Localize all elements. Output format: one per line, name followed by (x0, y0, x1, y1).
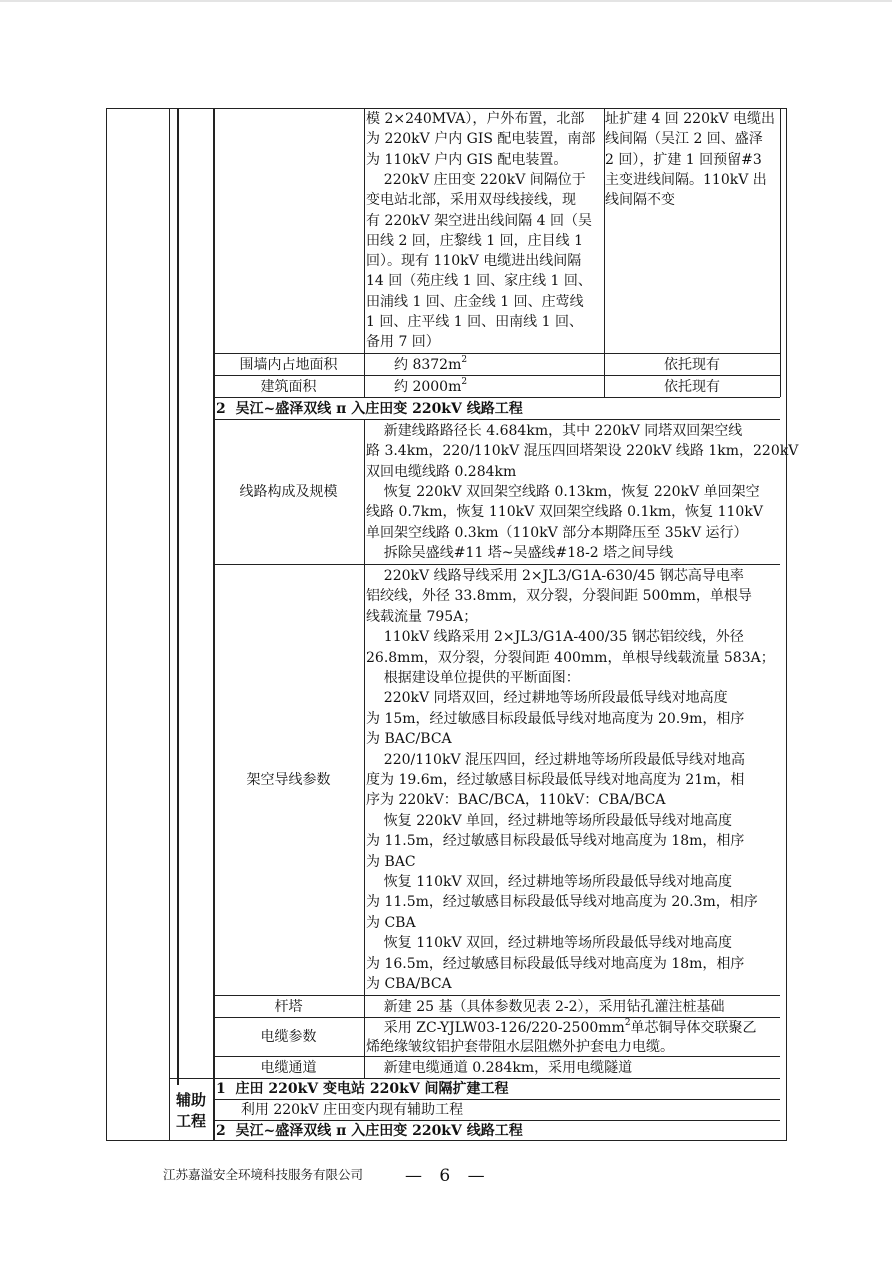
footer-company: 江苏嘉溢安全环境科技服务有限公司 (163, 1167, 364, 1182)
text-line: 为 BAC (366, 853, 416, 870)
section-line-title: 2 吴江~盛泽双线 π 入庄田变 220kV 线路工程 (216, 401, 523, 417)
page-top-rule (0, 0, 892, 2)
aux-label-line-1: 辅助 (175, 1091, 206, 1109)
cable-label: 电缆参数 (260, 1029, 317, 1045)
conductor-label: 架空导线参数 (246, 772, 331, 788)
text-line: 新建线路路径长 4.684km，其中 220kV 同塔双回架空线 (366, 423, 743, 439)
text-line: 恢复 110kV 双回，经过耕地等场所段最低导线对地高度 (366, 935, 733, 952)
text-line: 为 16.5m，经过敏感目标段最低导线对地高度为 18m，相序 (366, 955, 745, 972)
text-line: 为 CBA (366, 914, 416, 931)
text-line: 为 BAC/BCA (366, 731, 452, 748)
text-line: 单回架空线路 0.3km（110kV 部分本期降压至 35kV 运行） (366, 524, 748, 541)
building-area-value (394, 377, 467, 397)
building-area-note: 依托现有 (664, 379, 720, 395)
text-line: 拆除吴盛线#11 塔~吴盛线#18-2 塔之间导线 (366, 544, 674, 561)
land-area-label: 围墙内占地面积 (239, 357, 338, 373)
text-line: 回）。现有 110kV 电缆进出线间隔 (366, 253, 582, 270)
cable-spec-tail: 单芯铜导体交联聚乙 (630, 1020, 757, 1036)
building-area-number: 约 2000m (394, 379, 462, 395)
land-area-value (394, 355, 467, 375)
grid-line (213, 353, 780, 354)
text-line: 铝绞线，外径 33.8mm，双分裂，分裂间距 500mm，单根导 (366, 588, 752, 605)
grid-line (213, 995, 780, 996)
superscript: 2 (461, 377, 468, 388)
superscript: 2 (461, 355, 468, 366)
text-line: 为 220kV 户内 GIS 配电装置，南部 (366, 131, 596, 148)
text-line: 线载流量 795A； (366, 608, 478, 625)
text-line: 2 回），扩建 1 回预留#3 (605, 151, 762, 168)
text-line: 度为 19.6m，经过敏感目标段最低导线对地高度为 21m，相 (366, 772, 745, 788)
text-line: 址扩建 4 回 220kV 电缆出 (605, 111, 776, 127)
text-line: 序为 220kV：BAC/BCA，110kV：CBA/BCA (366, 792, 666, 809)
text-line: 恢复 110kV 双回，经过耕地等场所段最低导线对地高度 (366, 874, 733, 890)
text-line: 为 110kV 户内 GIS 配电装置。 (366, 151, 568, 168)
text-line: 双回电缆线路 0.284km (366, 463, 517, 480)
text-line: 为 11.5m，经过敏感目标段最低导线对地高度为 18m，相序 (366, 833, 745, 850)
text-line: 110kV 线路采用 2×JL3/G1A-400/35 钢芯铝绞线，外径 (366, 629, 744, 646)
grid-line (213, 564, 780, 565)
text-line: 220kV 同塔双回，经过耕地等场所段最低导线对地高度 (366, 690, 728, 707)
line-scale-label: 线路构成及规模 (239, 484, 338, 500)
text-line: 线间隔不变 (605, 192, 675, 209)
text-line: 路 3.4km，220/110kV 混压四回塔架设 220kV 线路 1km，220kV (366, 443, 799, 460)
text-line: 1 回、庄平线 1 回、田南线 1 回、 (366, 314, 583, 330)
text-line: 恢复 220kV 单回，经过耕地等场所段最低导线对地高度 (366, 812, 733, 829)
cable-value-line-1 (366, 1018, 757, 1038)
cable-value-line-2: 烯绝缘皱纹铝护套带阻水层阻燃外护套电力电缆。 (366, 1039, 674, 1055)
text-line: 26.8mm，双分裂，分裂间距 400mm，单根导线载流量 583A； (366, 649, 775, 666)
text-line: 14 回（苑庄线 1 回、家庄线 1 回、 (366, 273, 592, 290)
cable-channel-value: 新建电缆通道 0.284km，采用电缆隧道 (366, 1060, 633, 1076)
tower-label: 杆塔 (274, 999, 303, 1015)
text-line: 变电站北部，采用双母线接线，现 (366, 192, 576, 209)
land-area-note: 依托现有 (664, 357, 720, 373)
grid-line (213, 108, 215, 1141)
superscript: 2 (624, 1018, 631, 1029)
aux-row-2: 利用 220kV 庄田变内现有辅助工程 (232, 1102, 464, 1118)
grid-line (364, 419, 365, 1078)
text-line: 模 2×240MVA），户外布置，北部 (366, 111, 585, 127)
grid-line (177, 108, 179, 1085)
text-line: 220/110kV 混压四回，经过耕地等场所段最低导线对地高 (366, 751, 746, 768)
text-line: 有 220kV 架空进出线间隔 4 回（吴 (366, 212, 593, 229)
page-number: — 6 — (405, 1166, 491, 1186)
grid-line (364, 108, 365, 353)
text-line: 为 15m，经过敏感目标段最低导线对地高度为 20.9m，相序 (366, 710, 745, 727)
aux-row-3: 2 吴江~盛泽双线 π 入庄田变 220kV 线路工程 (216, 1123, 523, 1139)
text-line: 根据建设单位提供的平断面图： (366, 670, 580, 686)
text-line: 为 11.5m，经过敏感目标段最低导线对地高度为 20.3m，相序 (366, 894, 758, 911)
tower-value: 新建 25 基（具体参数见表 2-2），采用钻孔灌注桩基础 (366, 999, 725, 1015)
cable-spec: 采用 ZC-YJLW03-126/220-2500mm (366, 1020, 625, 1036)
text-line: 线路 0.7km，恢复 110kV 双回架空线路 0.1km，恢复 110kV (366, 504, 763, 521)
land-area-number: 约 8372m (394, 357, 462, 373)
grid-line (780, 108, 781, 397)
text-line: 220kV 线路导线采用 2×JL3/G1A-630/45 钢芯高导电率 (366, 568, 744, 584)
text-line: 恢复 220kV 双回架空线路 0.13km，恢复 220kV 单回架空 (366, 483, 760, 500)
text-line: 主变进线间隔。110kV 出 (605, 171, 767, 188)
building-area-label: 建筑面积 (260, 379, 317, 395)
aux-row-1: 1 庄田 220kV 变电站 220kV 间隔扩建工程 (216, 1081, 509, 1097)
text-line: 田浦线 1 回、庄金线 1 回、庄莺线 (366, 293, 584, 310)
text-line: 220kV 庄田变 220kV 间隔位于 (366, 171, 586, 188)
text-line: 田线 2 回，庄黎线 1 回，庄目线 1 (366, 232, 583, 249)
grid-line (169, 108, 170, 1141)
text-line: 线间隔（吴江 2 回、盛泽 (605, 131, 763, 148)
aux-label-line-2: 工程 (175, 1112, 206, 1130)
text-line: 为 CBA/BCA (366, 976, 452, 992)
cable-channel-label: 电缆通道 (260, 1060, 317, 1076)
text-line: 备用 7 回） (366, 334, 440, 351)
